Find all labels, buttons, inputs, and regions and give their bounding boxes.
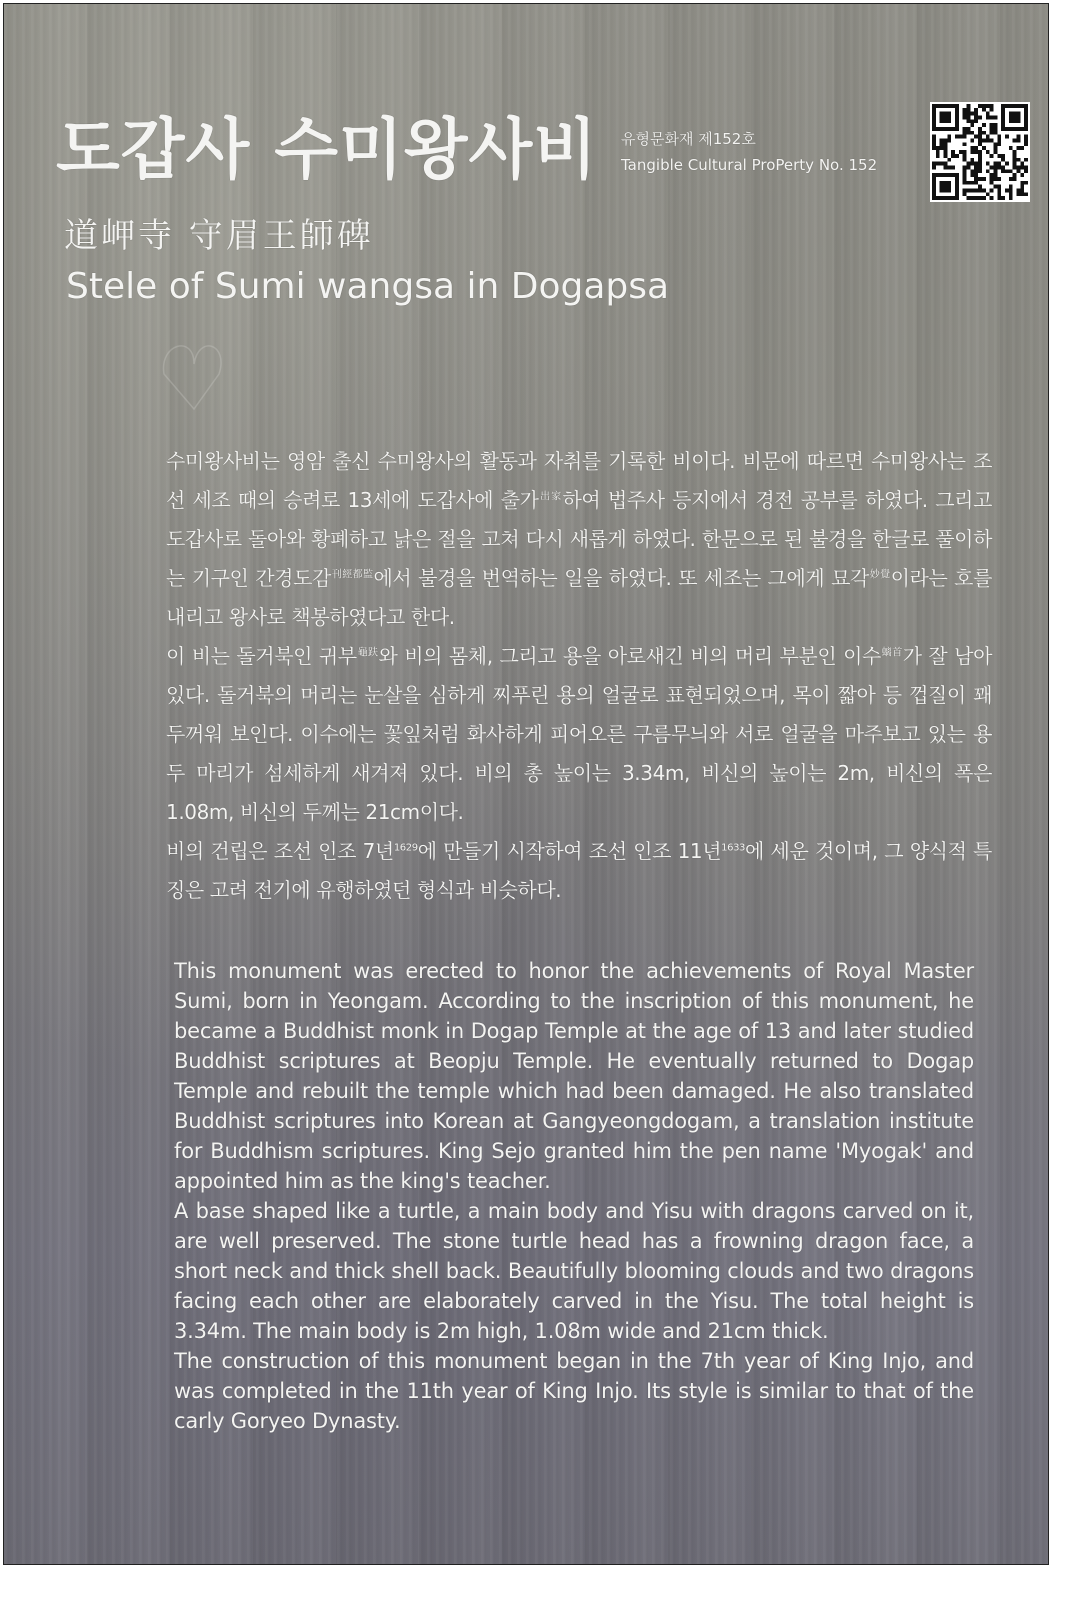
- korean-description: [166, 442, 992, 910]
- designation-english: Tangible Cultural ProPerty No. 152: [621, 156, 878, 174]
- title-hanja: 道岬寺 守眉王師碑: [64, 216, 374, 256]
- qr-code[interactable]: [930, 102, 1030, 202]
- qr-code-pattern: [932, 104, 1028, 200]
- korean-paragraph-1: 수미왕사비는 영암 출신 수미왕사의 활동과 자취를 기록한 비이다. 비문에 따르면 수미왕사는 조선 세조 때의 승려로 13세에 도갑사에 출가$^{出家}$하여 법주사 등지에서 경전 공부를 하였다. 그리고 도갑사로 돌아와 황폐하고 낡은 절을 고쳐 다시 새롭게 하였다. 한문으로 된 불경을 한글로 풀이하는 기구인 간경도감$^{刊經都監}$에서 불경을 번역하는 일을 하였다. 또 세조는 그에게 묘각$^{妙覺}$이라는 호를 내리고 왕사로 책봉하였다고 한다.: [166, 449, 993, 629]
- english-paragraph-2: A base shaped like a turtle, a main body and Yisu with dragons carved on it, are well preserved. The stone turtle head has a frowning dragon face, a short neck and thick shell back. Beautifully blooming clouds and two dragons facing each other are elaborately carved in the Yisu. The total height is 3.34m. The main body is 2m high, 1.08m wide and 21cm thick.: [174, 1199, 974, 1343]
- english-description: [174, 956, 974, 1436]
- designation-korean: 유형문화재 제152호: [621, 130, 756, 148]
- title-korean: 도갑사 수미왕사비: [56, 111, 599, 188]
- designation-block: [621, 126, 877, 178]
- korean-paragraph-2: 이 비는 돌거북인 귀부$^{龜趺}$와 비의 몸체, 그리고 용을 아로새긴 비의 머리 부분인 이수$^{螭首}$가 잘 남아있다. 돌거북의 머리는 눈살을 심하게 찌푸린 용의 얼굴로 표현되었으며, 목이 짧아 등 껍질이 꽤 두꺼워 보인다. 이수에는 꽃잎처럼 화사하게 피어오른 구름무늬와 서로 얼굴을 마주보고 있는 용 두 마리가 섬세하게 새겨져 있다. 비의 총 높이는 3.34m, 비신의 높이는 2m, 비신의 폭은 1.08m, 비신의 두께는 21cm이다.: [166, 644, 992, 824]
- english-paragraph-1: This monument was erected to honor the achievements of Royal Master Sumi, born in Yeongam. According to the inscription of this monument, he became a Buddhist monk in Dogap Temple at the age of 13 and later studied Buddhist scriptures at Beopju Temple. He eventually returned to Dogap Temple and rebuilt the temple which had been damaged. He also translated Buddhist scriptures into Korean at Gangyeongdogam, a translation institute for Buddhism scriptures. King Sejo granted him the pen name 'Myogak' and appointed him as the king's teacher.: [174, 959, 974, 1193]
- title-english: Stele of Sumi wangsa in Dogapsa: [66, 266, 670, 307]
- english-paragraph-3: The construction of this monument began in the 7th year of King Injo, and was completed in the 11th year of King Injo. Its style is similar to that of the carly Goryeo Dynasty.: [174, 1349, 974, 1433]
- heritage-sign-plaque: [3, 3, 1049, 1565]
- korean-paragraph-3: 비의 건립은 조선 인조 7년$^{1629}$에 만들기 시작하여 조선 인조 11년$^{1633}$에 세운 것이며, 그 양식적 특징은 고려 전기에 유행하였던 형식과 비슷하다.: [166, 839, 992, 902]
- scratch-marks: [154, 324, 234, 414]
